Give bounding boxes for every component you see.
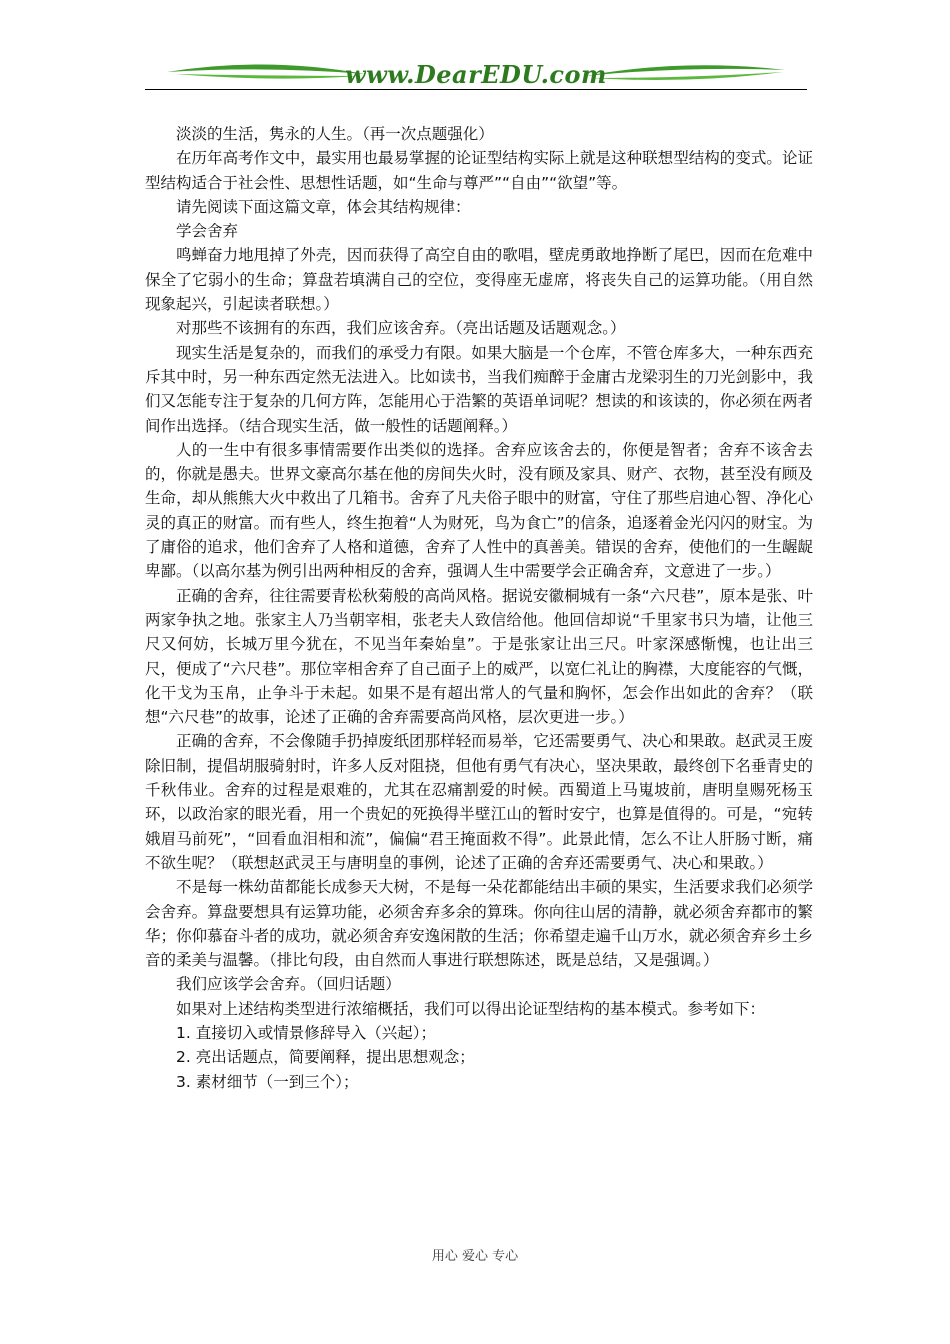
- paragraph: 现实生活是复杂的，而我们的承受力有限。如果大脑是一个仓库，不管仓库多大，一种东西充斥其中时，另一种东西定然无法进入。比如读书，当我们痴醉于金庸古龙梁羽生的刀光剑影中，我们又怎能专注于复杂的几何方阵，怎能用心于浩繁的英语单词呢？想读的和该读的，你必须在两者间作出选择。（结合现实生活，做一般性的话题阐释。）: [145, 343, 813, 435]
- page-header: [145, 54, 807, 94]
- paragraph: 对那些不该拥有的东西，我们应该舍弃。（亮出话题及话题观念。）: [176, 319, 626, 338]
- article-body: [145, 122, 813, 1094]
- paragraph: 淡淡的生活，隽永的人生。（再一次点题强化）: [176, 125, 494, 143]
- site-logo-text: www.DearEDU.com: [345, 60, 607, 89]
- paragraph: 鸣蝉奋力地甩掉了外壳，因而获得了高空自由的歌唱，壁虎勇敢地挣断了尾巴，因而在危难中保全了它弱小的生命；算盘若填满自己的空位，变得座无虚席，将丧失自己的运算功能。（用自然现象起兴，引起读者联想。）: [145, 246, 813, 314]
- paragraph: 请先阅读下面这篇文章，体会其结构规律：: [176, 197, 471, 216]
- paragraph: 不是每一株幼苗都能长成参天大树，不是每一朵花都能结出丰硕的果实，生活要求我们必须学会舍弃。算盘要想具有运算功能，必须舍弃多余的算珠。你向往山居的清静，就必须舍弃都市的繁华；你仰慕奋斗者的成功，就必须舍弃安逸闲散的生活；你希望走遍千山万水，就必须舍弃乡土乡音的柔美与温馨。（排比句段，由自然而人事进行联想陈述，既是总结，又是强调。）: [145, 878, 813, 970]
- paragraph: 如果对上述结构类型进行浓缩概括，我们可以得出论证型结构的基本模式。参考如下：: [176, 999, 766, 1018]
- paragraph: 在历年高考作文中，最实用也最易掌握的论证型结构实际上就是这种联想型结构的变式。论证型结构适合于社会性、思想性话题，如“生命与尊严”“自由”“欲望”等。: [145, 149, 813, 192]
- header-divider: [145, 89, 807, 90]
- paragraph: 正确的舍弃，不会像随手扔掉废纸团那样轻而易举，它还需要勇气、决心和果敢。赵武灵王废除旧制，提倡胡服骑射时，许多人反对阻挠，但他有勇气有决心，坚决果敢，最终创下名垂青史的千秋伟业。舍弃的过程是艰难的，尤其在忍痛割爱的时候。西蜀道上马嵬坡前，唐明皇赐死杨玉环，以政治家的眼光看，用一个贵妃的死换得半壁江山的暂时安宁，也算是值得的。可是，“宛转娥眉马前死”，“回看血泪相和流”，偏偏“君王掩面救不得”。此景此情，怎么不让人肝肠寸断，痛不欲生呢？（联想赵武灵王与唐明皇的事例，论述了正确的舍弃还需要勇气、决心和果敢。）: [145, 732, 813, 872]
- list-item: 3. 素材细节（一到三个）；: [176, 1072, 359, 1091]
- article-title: 学会舍弃: [176, 222, 239, 241]
- page-footer: 用心 爱心 专心: [431, 1249, 519, 1264]
- paragraph: 我们应该学会舍弃。（回归话题）: [176, 975, 401, 994]
- list-item: 2. 亮出话题点，简要阐释，提出思想观念；: [176, 1048, 475, 1067]
- paragraph: 人的一生中有很多事情需要作出类似的选择。舍弃应该舍去的，你便是智者；舍弃不该舍去的，你就是愚夫。世界文豪高尔基在他的房间失火时，没有顾及家具、财产、衣物，甚至没有顾及生命，却从熊熊大火中救出了几箱书。舍弃了凡夫俗子眼中的财富，守住了那些启迪心智、净化心灵的真正的财富。而有些人，终生抱着“人为财死，鸟为食亡”的信条，追逐着金光闪闪的财宝。为了庸俗的追求，他们舍弃了人格和道德，舍弃了人性中的真善美。错误的舍弃，使他们的一生龌龊卑鄙。（以高尔基为例引出两种相反的舍弃，强调人生中需要学会正确舍弃，文意进了一步。）: [145, 440, 813, 581]
- list-item: 1. 直接切入或情景修辞导入（兴起）；: [176, 1023, 436, 1042]
- paragraph: 正确的舍弃，往往需要青松秋菊般的高尚风格。据说安徽桐城有一条“六尺巷”，原本是张、叶两家争执之地。张家主人乃当朝宰相，张老夫人致信给他。他回信却说“千里家书只为墙，让他三尺又何妨，长城万里今犹在，不见当年秦始皇”。于是张家让出三尺。叶家深感惭愧，也让出三尺，便成了“六尺巷”。那位宰相舍弃了自己面子上的威严，以宽仁礼让的胸襟，大度能容的气慨，化干戈为玉帛，止争斗于未起。如果不是有超出常人的气量和胸怀，怎会作出如此的舍弃？（联想“六尺巷”的故事，论述了正确的舍弃需要高尚风格，层次更进一步。）: [145, 586, 813, 727]
